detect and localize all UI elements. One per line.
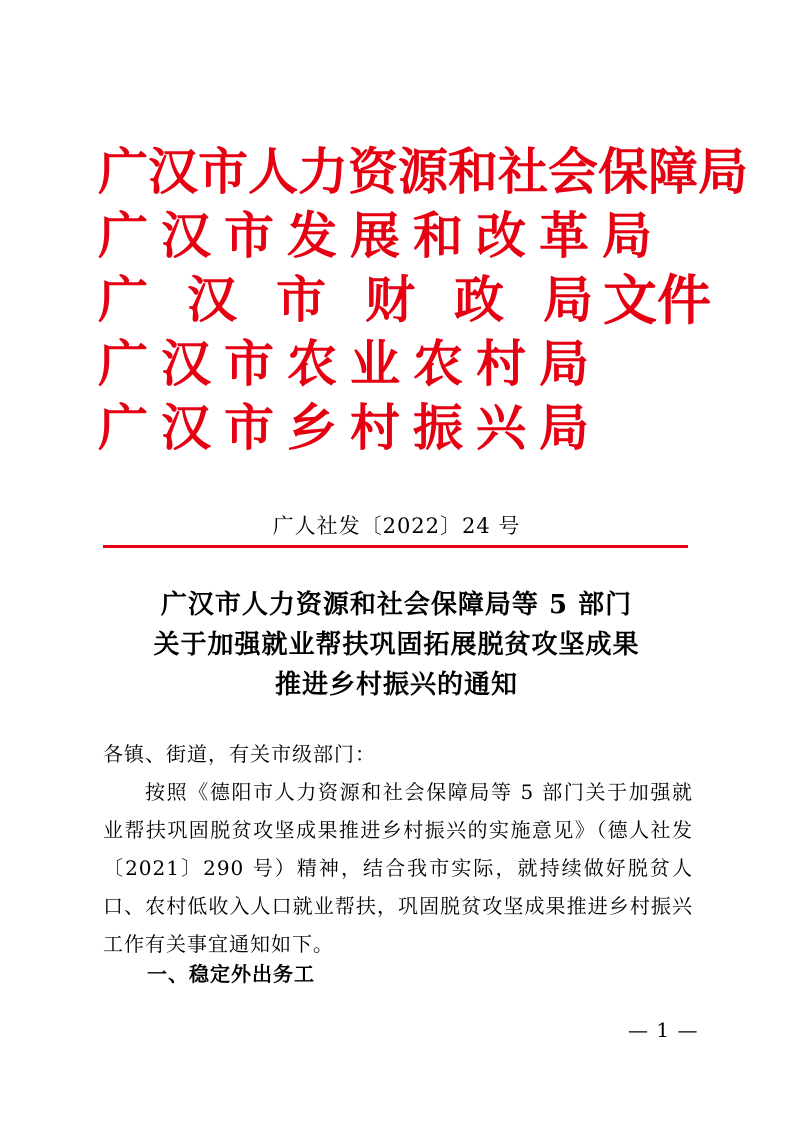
red-divider xyxy=(103,545,688,548)
document-suffix: 文件 xyxy=(603,268,711,332)
issuer-name: 广汉市农业农村局 xyxy=(98,334,602,393)
issuer-name: 广汉市人力资源和社会保障局 xyxy=(98,142,748,201)
issuer-line xyxy=(98,204,698,268)
issuer-name: 广汉市发展和改革局 xyxy=(98,206,665,265)
issuer-line xyxy=(98,140,748,204)
body-paragraph: 按照《德阳市人力资源和社会保障局等 5 部门关于加强就业帮扶巩固脱贫攻坚成果推进乡村振兴的实施意见》（德人社发〔2021〕290 号）精神，结合我市实际，就持续做好脱贫人口、农村低收入人口就业帮扶，巩固脱贫攻坚成果推进乡村振兴工作有关事宜通知如下。 xyxy=(103,780,693,956)
title-line: 关于加强就业帮扶巩固拓展脱贫攻坚成果 xyxy=(153,630,640,660)
notice-title xyxy=(0,585,793,705)
body-text xyxy=(103,735,693,963)
issuer-line xyxy=(98,396,698,460)
salutation: 各镇、街道，有关市级部门： xyxy=(103,742,376,766)
issuer-line xyxy=(98,332,698,396)
title-line: 推进乡村振兴的通知 xyxy=(274,670,518,700)
title-line: 广汉市人力资源和社会保障局等 5 部门 xyxy=(160,590,633,620)
page-number: — 1 — xyxy=(628,1018,699,1042)
issuer-header xyxy=(98,140,748,460)
issuer-name: 广汉市财政局 xyxy=(98,270,632,329)
document-number: 广人社发〔2022〕24 号 xyxy=(272,514,521,538)
section-heading: 一、稳定外出务工 xyxy=(147,962,315,986)
issuer-name: 广汉市乡村振兴局 xyxy=(98,398,602,457)
